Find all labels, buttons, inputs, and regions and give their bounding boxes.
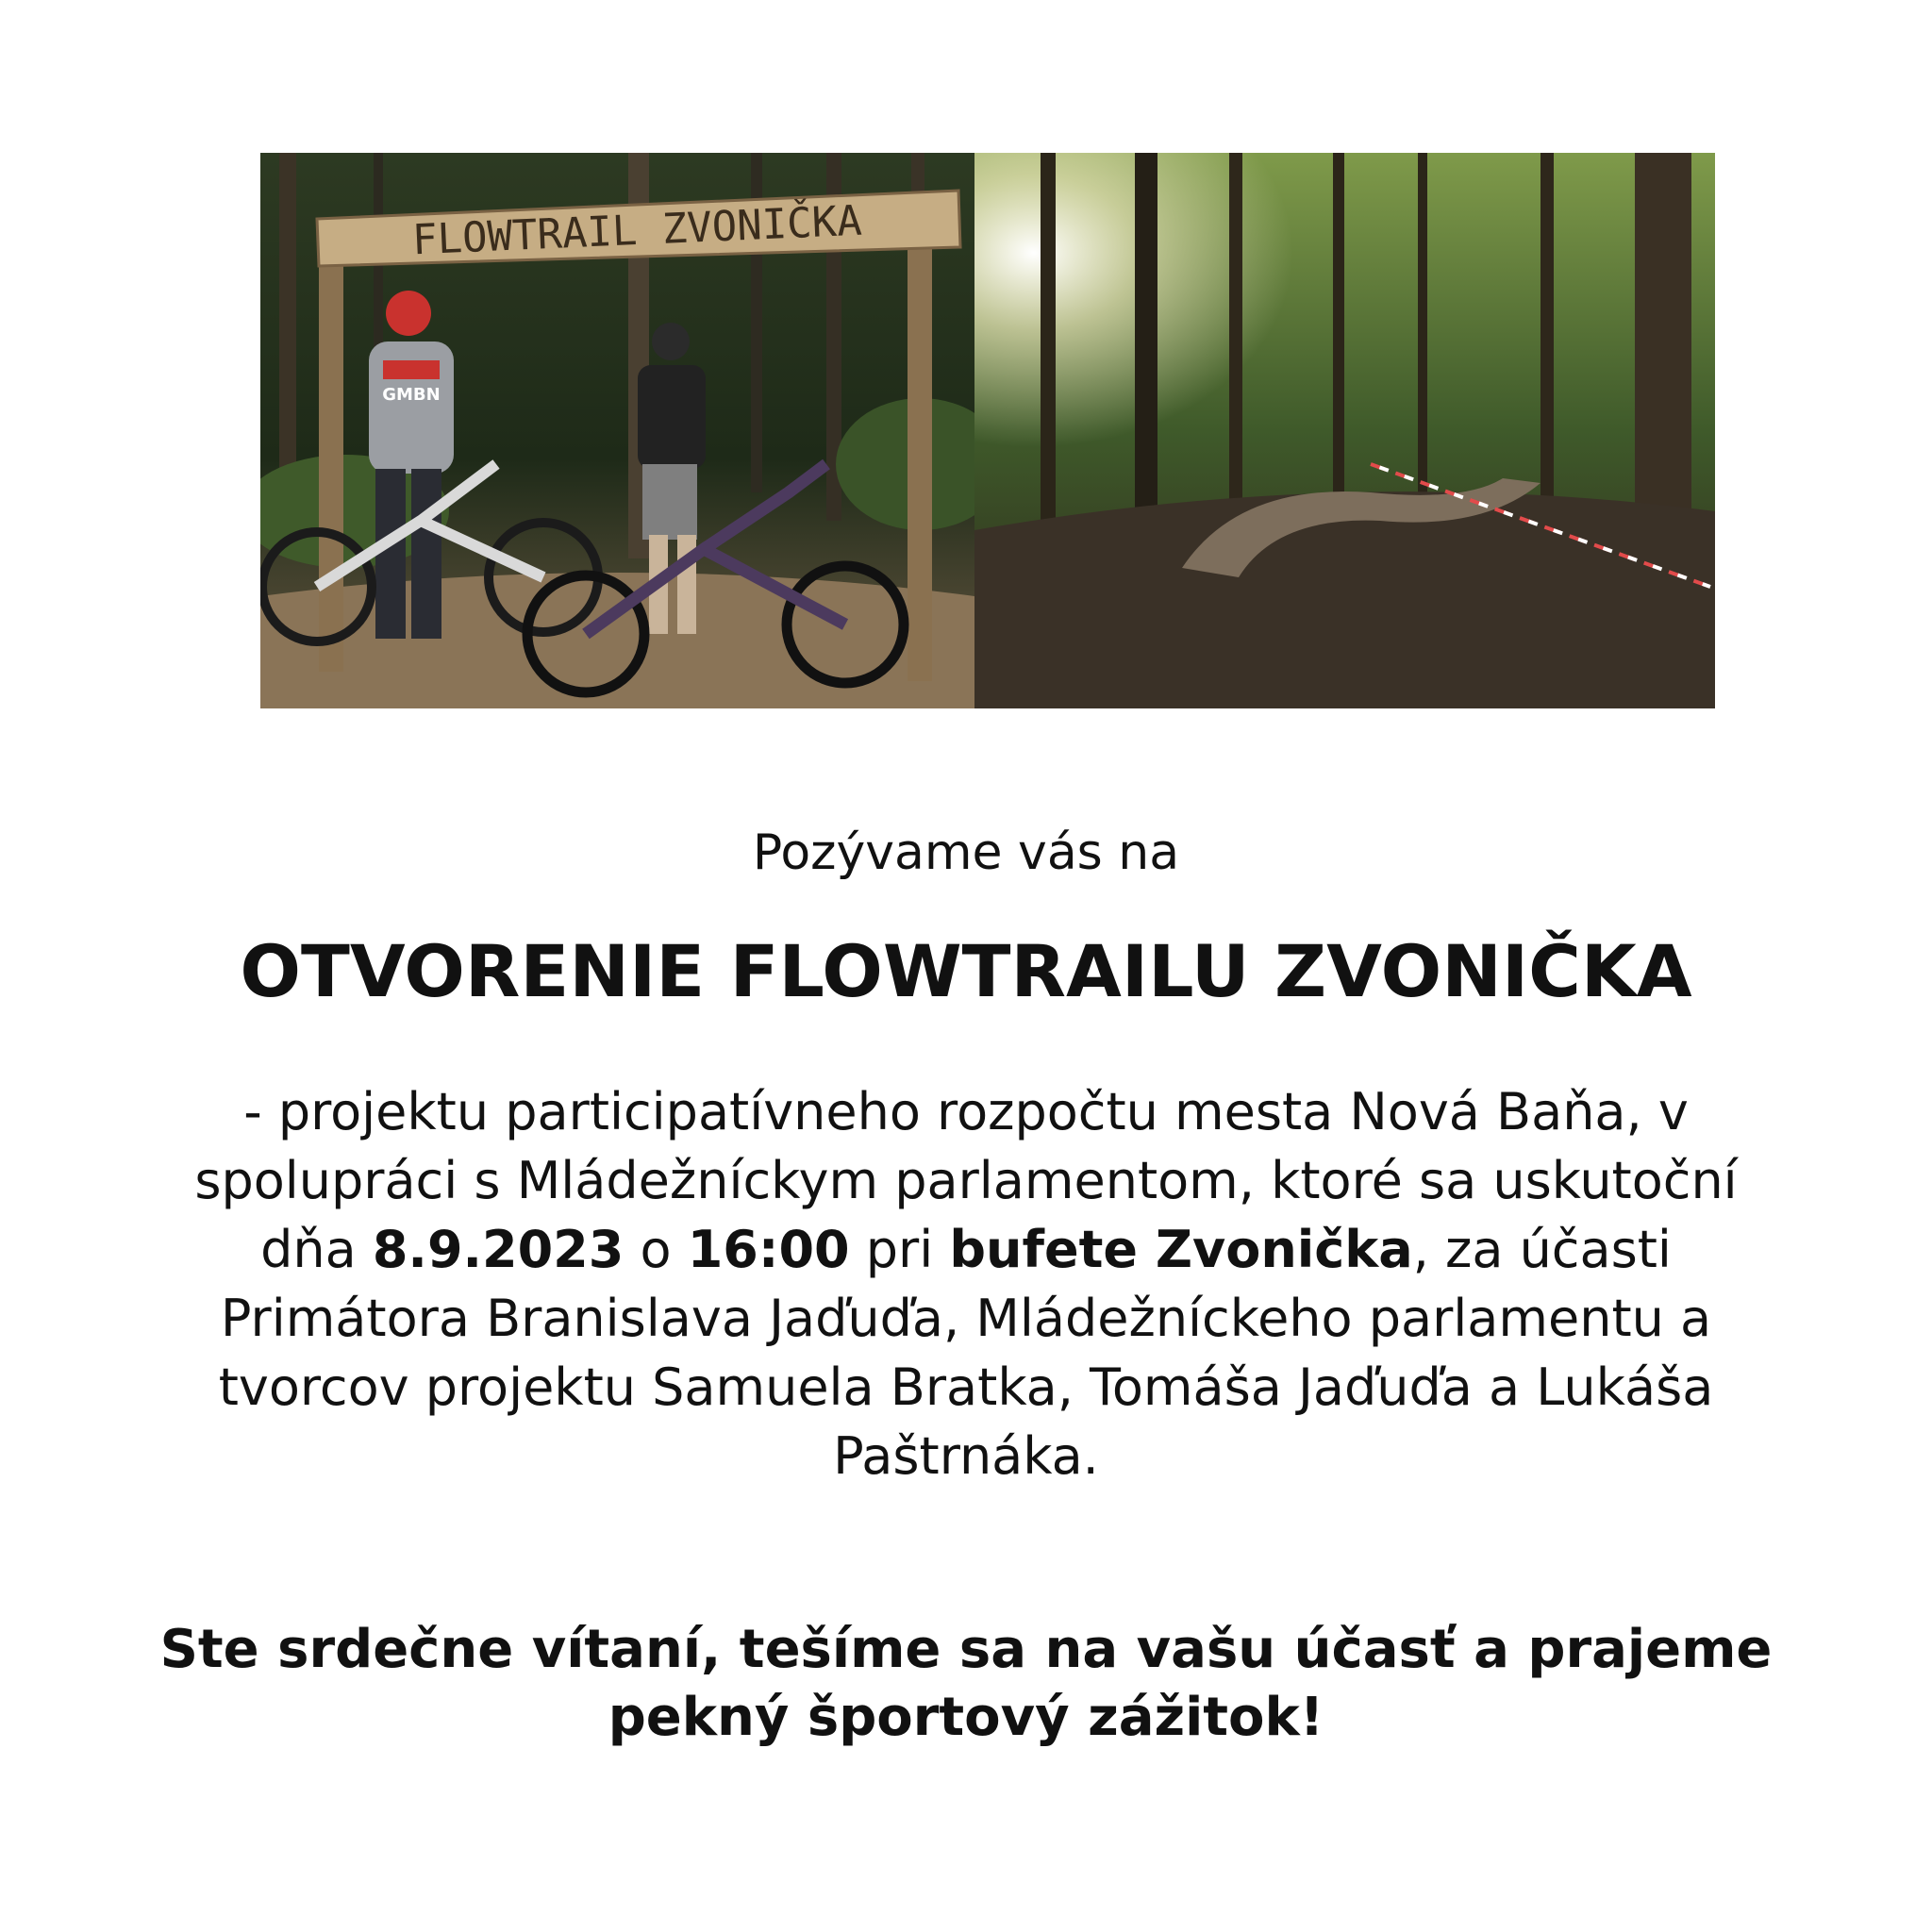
- gate-sign-text: FLOWTRAIL ZVONIČKA: [411, 196, 863, 265]
- photo-forest-trail: [974, 153, 1715, 708]
- description-part-2: o: [624, 1220, 688, 1279]
- event-time: 16:00: [687, 1220, 850, 1279]
- description-part-3: pri: [849, 1220, 950, 1279]
- photo-strip: [260, 153, 1715, 708]
- event-place: bufete Zvonička: [949, 1220, 1413, 1279]
- forest-trail-illustration: [974, 153, 1715, 708]
- invite-line: Pozývame vás na: [752, 824, 1180, 881]
- closing-message: Ste srdečne vítaní, tešíme sa na vašu účasť a prajeme pekný športový zážitok!: [159, 1619, 1773, 1748]
- description-part-4: , za účasti Primátora Branislava Jaďuďa, Mládežníckeho parlamentu a tvorcov projektu Samuela Bratka, Tomáša Jaďuďa a Lukáša Paštrnáka.: [218, 1220, 1714, 1486]
- description-part-1: - projektu participatívneho rozpočtu mesta Nová Baňa, v spolupráci s Mládežníckym parlamentom, ktoré sa uskutoční dňa: [194, 1082, 1738, 1279]
- riders-gate-illustration: [260, 153, 974, 708]
- event-title: OTVORENIE FLOWTRAILU ZVONIČKA: [240, 929, 1692, 1013]
- event-date: 8.9.2023: [372, 1220, 625, 1279]
- photo-riders-at-gate: [260, 153, 974, 708]
- event-description: [151, 1077, 1781, 1491]
- jersey-text: GMBN: [382, 385, 441, 405]
